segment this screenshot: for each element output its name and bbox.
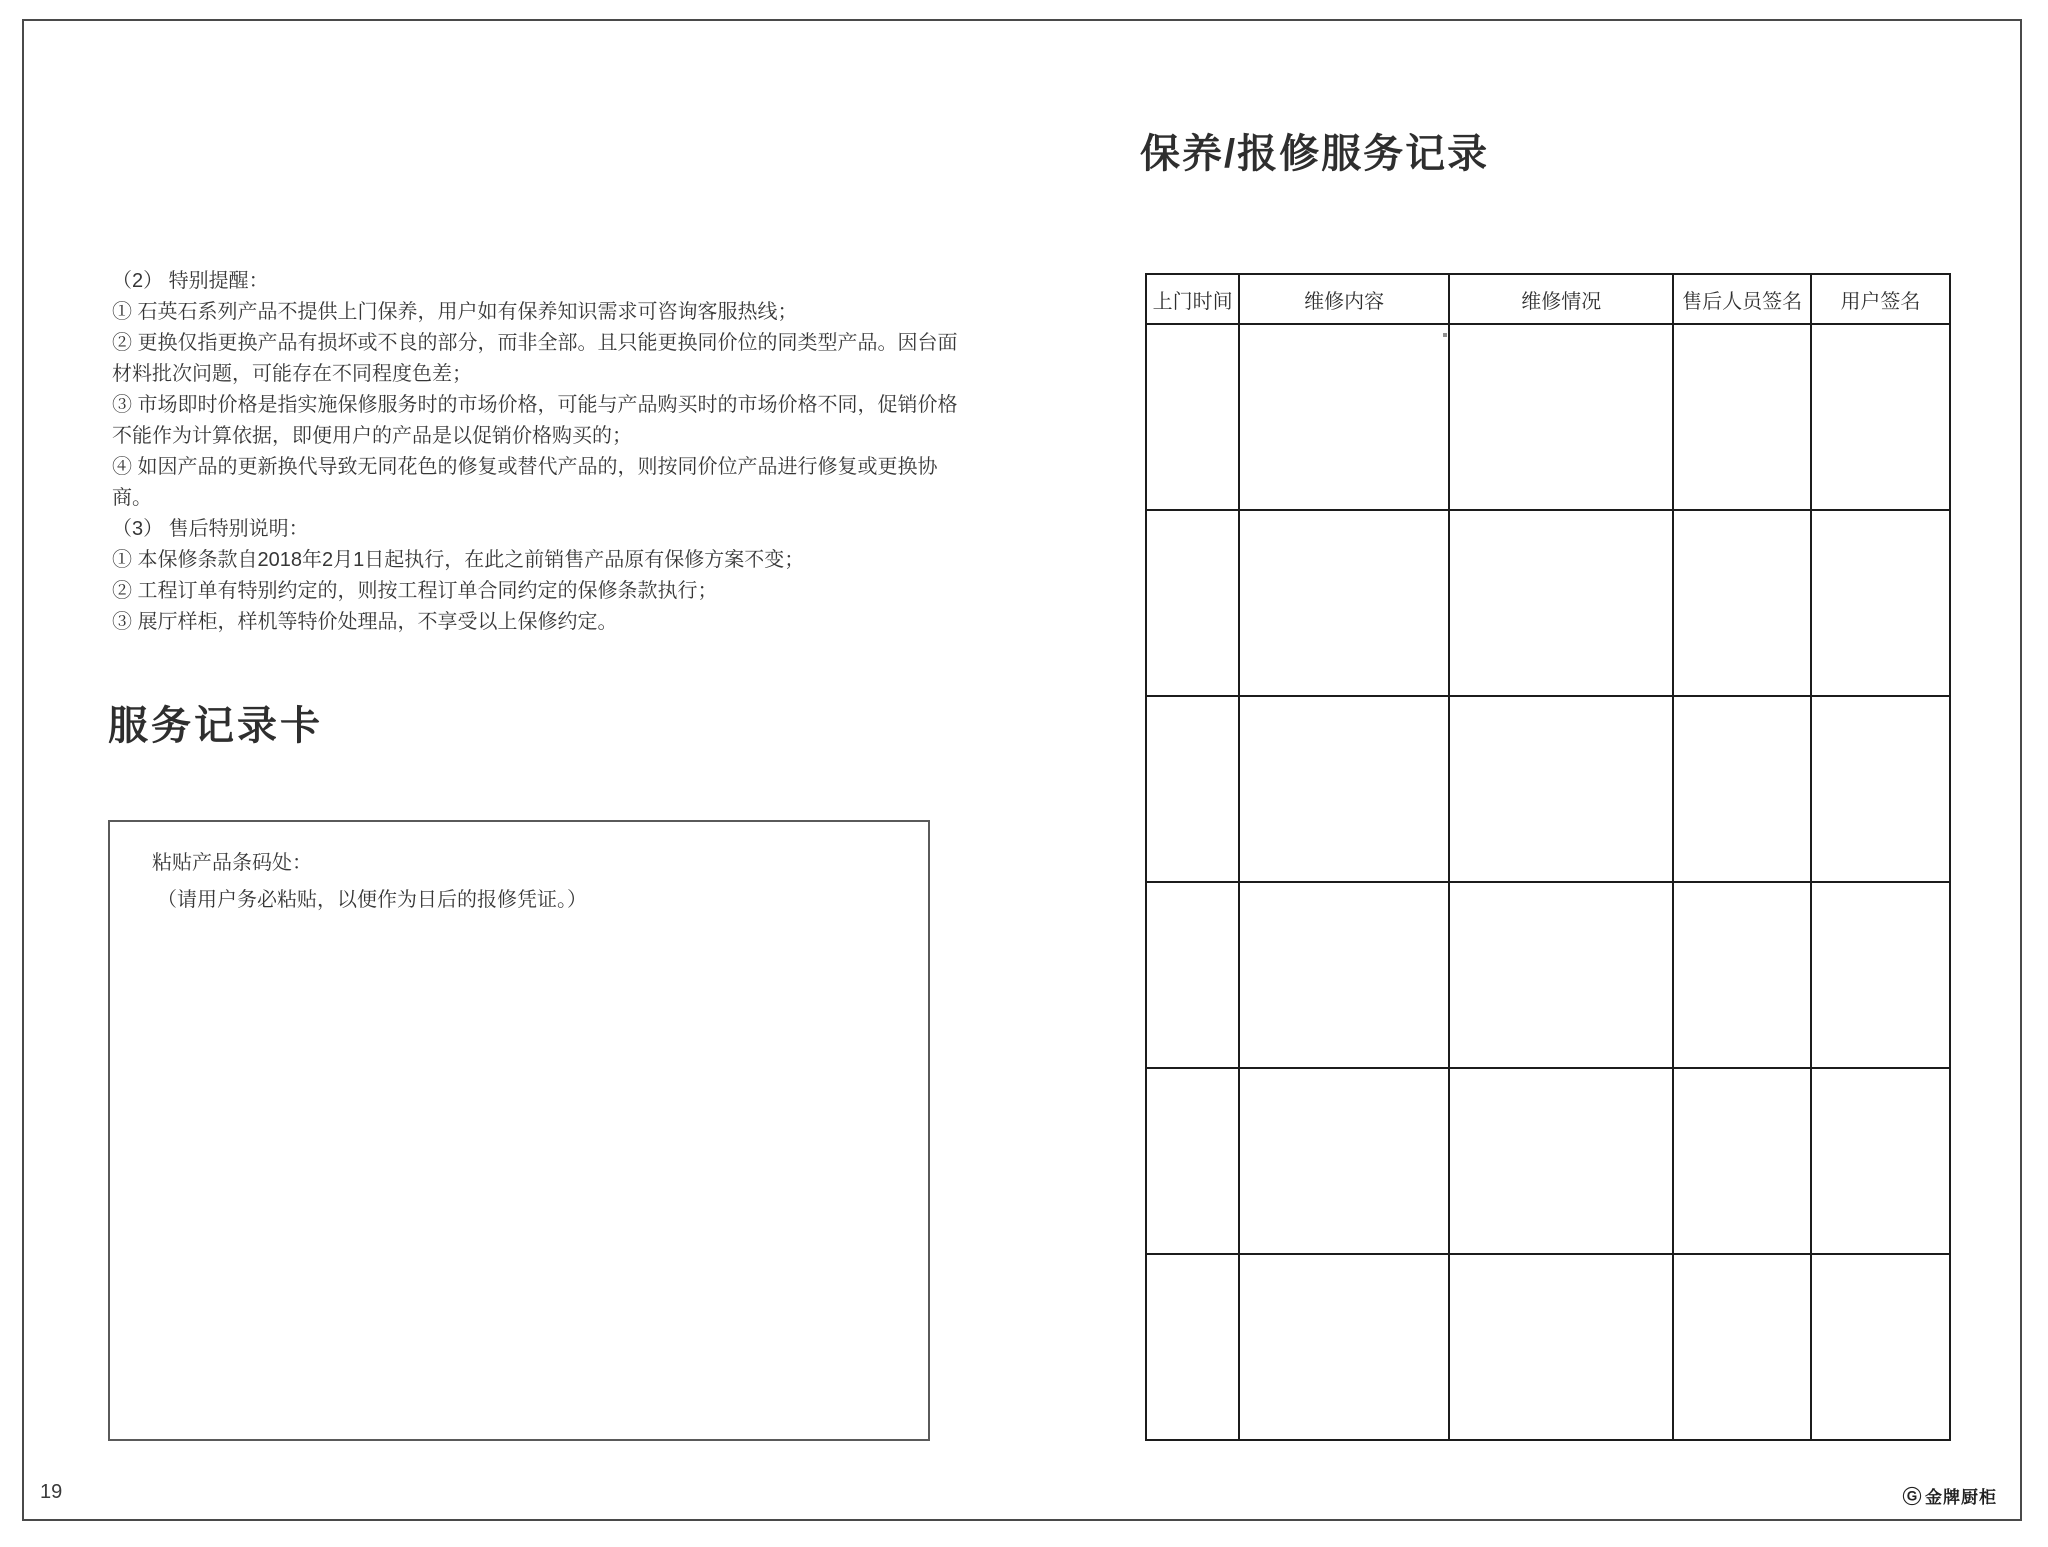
barcode-box-note: （请用户务必粘贴，以便作为日后的报修凭证。） — [157, 889, 587, 911]
table-header-cell: 维修情况 — [1449, 274, 1673, 324]
after-sales-heading: （3） 售后特别说明： — [112, 518, 309, 540]
table-cell — [1811, 1254, 1950, 1440]
special-reminder-item: ② 更换仅指更换产品有损坏或不良的部分，而非全部。且只能更换同价位的同类型产品。因台面材料批次问题，可能存在不同程度色差； — [112, 332, 958, 385]
stray-mark — [1443, 333, 1447, 337]
table-row — [1146, 1068, 1950, 1254]
table-header-cell: 维修内容 — [1239, 274, 1449, 324]
table-header-row — [1146, 274, 1950, 324]
table-cell — [1449, 324, 1673, 510]
page-number: 19 — [40, 1481, 63, 1503]
brand-logo — [1902, 1483, 1997, 1508]
table-row — [1146, 510, 1950, 696]
table-header-cell: 上门时间 — [1146, 274, 1239, 324]
table-row — [1146, 882, 1950, 1068]
table-row — [1146, 1254, 1950, 1440]
special-reminder-item: ③ 市场即时价格是指实施保修服务时的市场价格，可能与产品购买时的市场价格不同，促销价格不能作为计算依据，即便用户的产品是以促销价格购买的； — [112, 394, 958, 447]
special-reminder-heading: （2） 特别提醒： — [112, 270, 269, 292]
table-cell — [1673, 324, 1810, 510]
table-cell — [1673, 1068, 1810, 1254]
table-cell — [1449, 882, 1673, 1068]
svg-text:G: G — [1906, 1488, 1918, 1504]
warranty-notes — [112, 266, 960, 638]
special-reminder-item: ④ 如因产品的更新换代导致无同花色的修复或替代产品的，则按同价位产品进行修复或更换协商。 — [112, 456, 938, 509]
after-sales-item: ① 本保修条款自2018年2月1日起执行，在此之前销售产品原有保修方案不变； — [112, 549, 805, 571]
barcode-box-label: 粘贴产品条码处： — [152, 852, 312, 874]
after-sales-item: ③ 展厅样柜，样机等特价处理品，不享受以上保修约定。 — [112, 611, 618, 633]
table-cell — [1673, 882, 1810, 1068]
table-cell — [1811, 696, 1950, 882]
table-cell — [1811, 324, 1950, 510]
maintenance-record-title: 保养/报修服务记录 — [1140, 132, 1490, 176]
table-row — [1146, 324, 1950, 510]
special-reminder-item: ① 石英石系列产品不提供上门保养，用户如有保养知识需求可咨询客服热线； — [112, 301, 798, 323]
table-cell — [1146, 882, 1239, 1068]
table-cell — [1146, 696, 1239, 882]
table-cell — [1449, 510, 1673, 696]
table-cell — [1673, 696, 1810, 882]
service-card-title: 服务记录卡 — [108, 704, 323, 748]
table-cell — [1239, 882, 1449, 1068]
table-cell — [1146, 510, 1239, 696]
brand-g-icon — [1902, 1486, 1922, 1506]
barcode-sticker-box — [108, 820, 930, 1441]
table-cell — [1449, 696, 1673, 882]
brand-name: 金牌厨柜 — [1925, 1488, 1997, 1507]
table-cell — [1673, 510, 1810, 696]
table-cell — [1673, 1254, 1810, 1440]
table-cell — [1811, 1068, 1950, 1254]
table-header-cell: 用户签名 — [1811, 274, 1950, 324]
service-record-table — [1145, 273, 1951, 1441]
table-cell — [1239, 510, 1449, 696]
table-cell — [1239, 1254, 1449, 1440]
table-row — [1146, 696, 1950, 882]
table-cell — [1811, 882, 1950, 1068]
after-sales-item: ② 工程订单有特别约定的，则按工程订单合同约定的保修条款执行； — [112, 580, 718, 602]
table-cell — [1449, 1254, 1673, 1440]
table-cell — [1146, 1254, 1239, 1440]
table-cell — [1146, 324, 1239, 510]
table-cell — [1811, 510, 1950, 696]
table-cell — [1239, 696, 1449, 882]
table-header-cell: 售后人员签名 — [1673, 274, 1810, 324]
table-cell — [1449, 1068, 1673, 1254]
table-cell — [1239, 324, 1449, 510]
table-cell — [1239, 1068, 1449, 1254]
table-cell — [1146, 1068, 1239, 1254]
